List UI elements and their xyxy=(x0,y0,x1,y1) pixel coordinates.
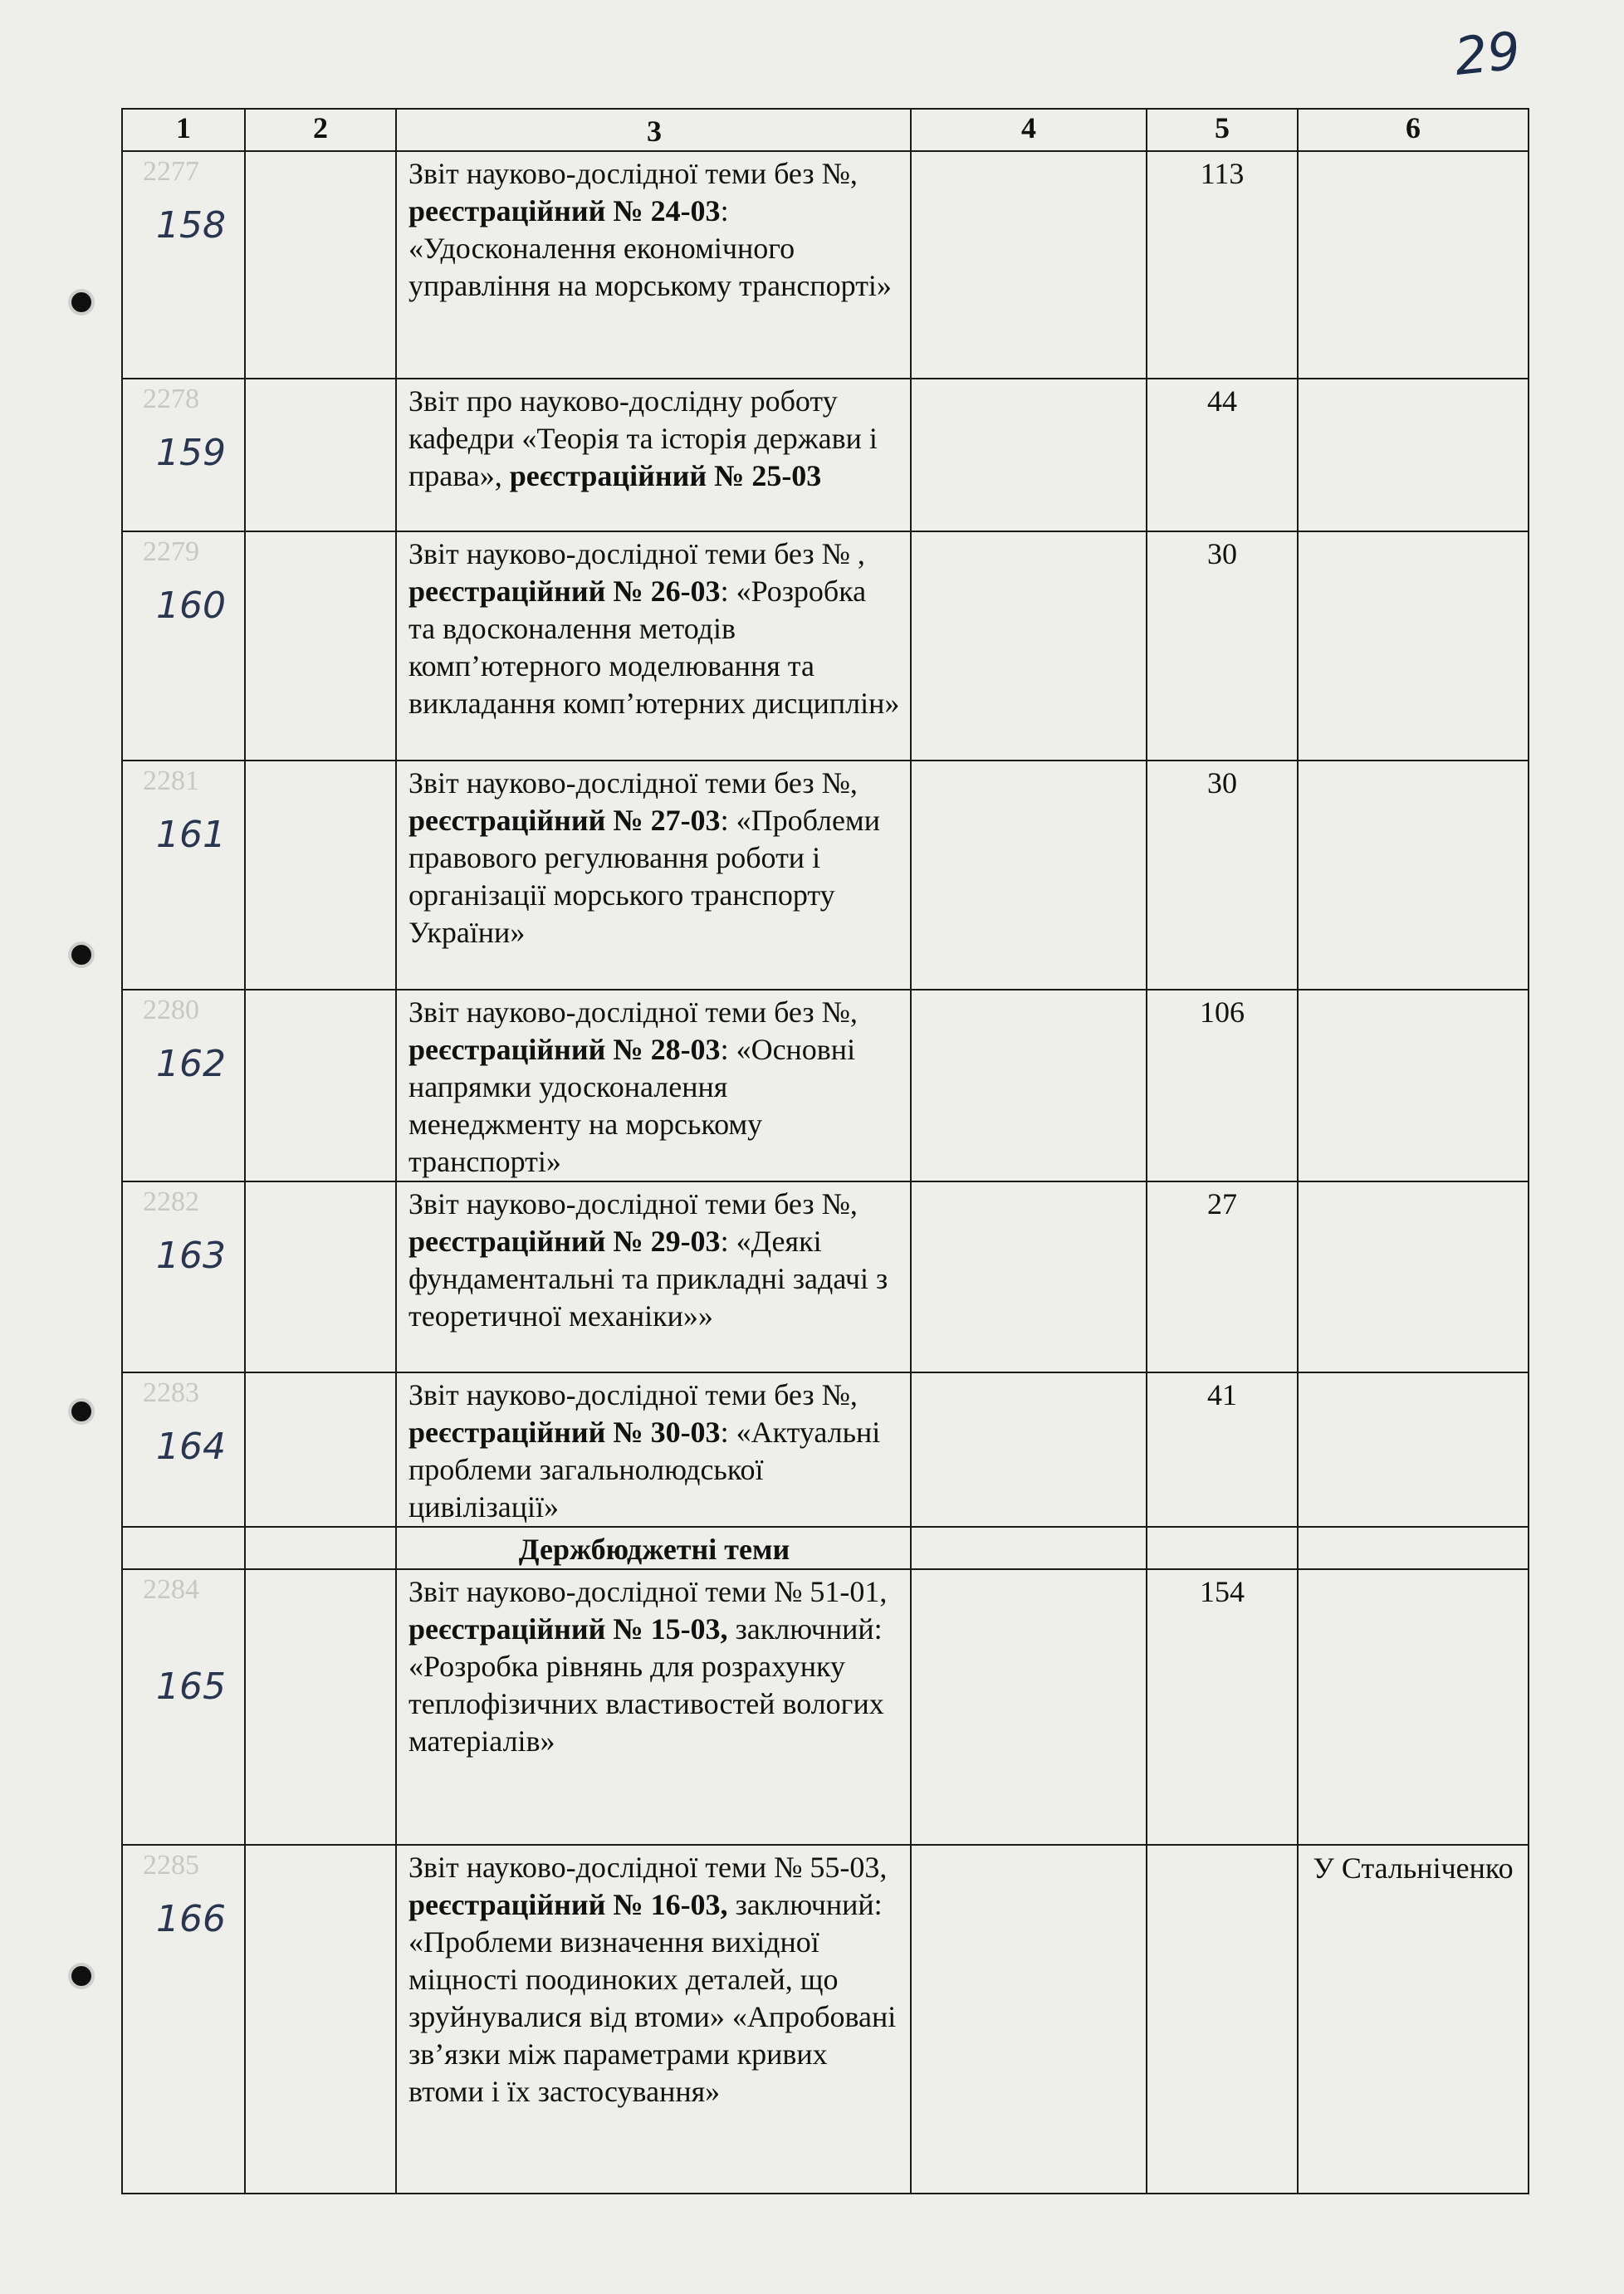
empty-cell xyxy=(911,1181,1147,1372)
empty-cell xyxy=(911,1569,1147,1845)
number-cell xyxy=(122,1372,245,1527)
empty-cell xyxy=(911,379,1147,531)
empty-cell xyxy=(245,1845,396,2194)
empty-cell xyxy=(245,1372,396,1527)
description-text: Звіт науково-дослідної теми без №, xyxy=(408,995,858,1029)
empty-cell xyxy=(911,1845,1147,2194)
table-row xyxy=(122,1569,1529,1845)
registration-number: реєстраційний № 27-03 xyxy=(408,804,721,837)
description-topic: : «Удосконалення економічного управління на морському транспорті» xyxy=(408,194,892,302)
description-text: Звіт науково-дослідної теми без №, xyxy=(408,157,858,190)
description-topic: заключний: «Проблеми визначення вихідної міцності поодиноких деталей, що зруйнувалися від втоми» «Апробовані зв’язки між параметрами кривих втоми і їх застосування» xyxy=(408,1888,897,2108)
col-header-1: 1 xyxy=(122,109,245,151)
registration-number: реєстраційний № 15-03, xyxy=(408,1612,728,1646)
empty-cell xyxy=(911,531,1147,761)
empty-cell xyxy=(1147,1527,1298,1569)
pages-cell xyxy=(1147,1181,1298,1372)
description-topic: : «Розробка та вдосконалення методів комп’ютерного моделювання та викладання комп’ютерних дисциплін» xyxy=(408,575,900,720)
description-cell xyxy=(396,1181,911,1372)
inventory-number: 2281 xyxy=(143,765,199,796)
registration-number: реєстраційний № 30-03 xyxy=(408,1416,721,1449)
inventory-number: 2284 xyxy=(143,1574,199,1605)
page-count: 30 xyxy=(1207,537,1237,570)
empty-cell xyxy=(911,990,1147,1181)
punch-hole xyxy=(71,1966,91,1986)
description-topic: : «Основні напрямки удосконалення менеджменту на морському транспорті» xyxy=(408,1033,856,1178)
description-cell xyxy=(396,990,911,1181)
sequence-number: 158 xyxy=(156,204,226,247)
punch-hole xyxy=(71,292,91,312)
registration-number: реєстраційний № 28-03 xyxy=(408,1033,721,1066)
col-header-2: 2 xyxy=(245,109,396,151)
description-cell xyxy=(396,531,911,761)
empty-cell xyxy=(245,1181,396,1372)
note-cell xyxy=(1298,1372,1529,1527)
registration-number: реєстраційний № 29-03 xyxy=(408,1225,721,1258)
note-cell xyxy=(1298,761,1529,990)
note-text: У Стальніченко xyxy=(1313,1851,1514,1885)
description-cell xyxy=(396,1372,911,1527)
note-cell xyxy=(1298,151,1529,379)
col-header-6: 6 xyxy=(1298,109,1529,151)
page-count: 154 xyxy=(1200,1575,1245,1608)
empty-cell xyxy=(911,1372,1147,1527)
empty-cell xyxy=(245,990,396,1181)
page-count: 106 xyxy=(1200,995,1245,1029)
empty-cell xyxy=(1298,1527,1529,1569)
pages-cell xyxy=(1147,1372,1298,1527)
register-table xyxy=(121,108,1529,2194)
note-cell xyxy=(1298,531,1529,761)
description-text: Звіт про науково-дослідну роботу кафедри «Теорія та історія держави і права», xyxy=(408,384,878,492)
table-row xyxy=(122,151,1529,379)
table-row xyxy=(122,379,1529,531)
description-text: Звіт науково-дослідної теми без № , xyxy=(408,537,865,570)
col-header-5: 5 xyxy=(1147,109,1298,151)
sequence-number: 160 xyxy=(156,585,226,627)
sequence-number: 163 xyxy=(156,1235,226,1277)
number-cell xyxy=(122,1181,245,1372)
description-text: Звіт науково-дослідної теми № 51-01, xyxy=(408,1575,888,1608)
inventory-number: 2283 xyxy=(143,1377,199,1408)
description-cell xyxy=(396,761,911,990)
description-cell xyxy=(396,379,911,531)
empty-cell xyxy=(245,1527,396,1569)
description-cell xyxy=(396,151,911,379)
number-cell xyxy=(122,1569,245,1845)
inventory-number: 2277 xyxy=(143,156,199,187)
inventory-number: 2285 xyxy=(143,1850,199,1881)
page-count xyxy=(1147,1846,1297,1849)
number-cell xyxy=(122,379,245,531)
pages-cell xyxy=(1147,761,1298,990)
description-text: Звіт науково-дослідної теми без №, xyxy=(408,1187,858,1220)
empty-cell xyxy=(122,1527,245,1569)
sequence-number: 166 xyxy=(156,1898,226,1940)
description-topic: : «Актуальні проблеми загальнолюдської цивілізації» xyxy=(408,1416,881,1524)
table-row xyxy=(122,761,1529,990)
page-number: 29 xyxy=(1451,20,1524,87)
sequence-number: 165 xyxy=(156,1665,226,1708)
page-count: 113 xyxy=(1200,157,1245,190)
description-topic: : «Деякі фундаментальні та прикладні задачі з теоретичної механіки»» xyxy=(408,1225,888,1333)
sequence-number: 161 xyxy=(156,814,226,856)
number-cell xyxy=(122,990,245,1181)
description-topic: заключний: «Розробка рівнянь для розрахунку теплофізичних властивостей вологих матеріалів» xyxy=(408,1612,884,1758)
section-title: Держбюджетні теми xyxy=(396,1527,911,1569)
table-row xyxy=(122,1845,1529,2194)
empty-cell xyxy=(245,761,396,990)
table-row xyxy=(122,531,1529,761)
table-row xyxy=(122,1372,1529,1527)
description-text: Звіт науково-дослідної теми без №, xyxy=(408,766,858,800)
empty-cell xyxy=(911,761,1147,990)
registration-number: реєстраційний № 16-03, xyxy=(408,1888,728,1921)
registration-number: реєстраційний № 25-03 xyxy=(509,459,822,492)
note-cell xyxy=(1298,379,1529,531)
number-cell xyxy=(122,1845,245,2194)
description-topic: : «Проблеми правового регулювання роботи і організації морського транспорту України» xyxy=(408,804,880,949)
empty-cell xyxy=(245,151,396,379)
page-count: 41 xyxy=(1207,1378,1237,1411)
page-count: 44 xyxy=(1207,384,1237,418)
punch-hole xyxy=(71,945,91,965)
registration-number: реєстраційний № 24-03 xyxy=(408,194,721,227)
empty-cell xyxy=(245,531,396,761)
empty-cell xyxy=(245,1569,396,1845)
sequence-number: 162 xyxy=(156,1043,226,1085)
pages-cell xyxy=(1147,531,1298,761)
inventory-number: 2280 xyxy=(143,995,199,1025)
empty-cell xyxy=(245,379,396,531)
inventory-number: 2279 xyxy=(143,536,199,567)
table-row xyxy=(122,990,1529,1181)
number-cell xyxy=(122,761,245,990)
pages-cell xyxy=(1147,379,1298,531)
pages-cell xyxy=(1147,1569,1298,1845)
note-cell xyxy=(1298,1181,1529,1372)
page-count: 30 xyxy=(1207,766,1237,800)
description-text: Звіт науково-дослідної теми без №, xyxy=(408,1378,858,1411)
header-row xyxy=(122,109,1529,151)
number-cell xyxy=(122,531,245,761)
col-header-4: 4 xyxy=(911,109,1147,151)
empty-cell xyxy=(911,151,1147,379)
punch-hole xyxy=(71,1401,91,1421)
section-row xyxy=(122,1527,1529,1569)
note-cell xyxy=(1298,1569,1529,1845)
pages-cell xyxy=(1147,1845,1298,2194)
pages-cell xyxy=(1147,151,1298,379)
note-cell xyxy=(1298,1845,1529,2194)
inventory-number: 2282 xyxy=(143,1186,199,1217)
table-row xyxy=(122,1181,1529,1372)
registration-number: реєстраційний № 26-03 xyxy=(408,575,721,608)
sequence-number: 164 xyxy=(156,1426,226,1468)
number-cell xyxy=(122,151,245,379)
description-cell xyxy=(396,1845,911,2194)
sequence-number: 159 xyxy=(156,432,226,474)
description-text: Звіт науково-дослідної теми № 55-03, xyxy=(408,1851,888,1884)
note-cell xyxy=(1298,990,1529,1181)
description-cell xyxy=(396,1569,911,1845)
inventory-number: 2278 xyxy=(143,384,199,414)
page-count: 27 xyxy=(1207,1187,1237,1220)
col-header-3: 3 xyxy=(396,109,911,151)
empty-cell xyxy=(911,1527,1147,1569)
pages-cell xyxy=(1147,990,1298,1181)
